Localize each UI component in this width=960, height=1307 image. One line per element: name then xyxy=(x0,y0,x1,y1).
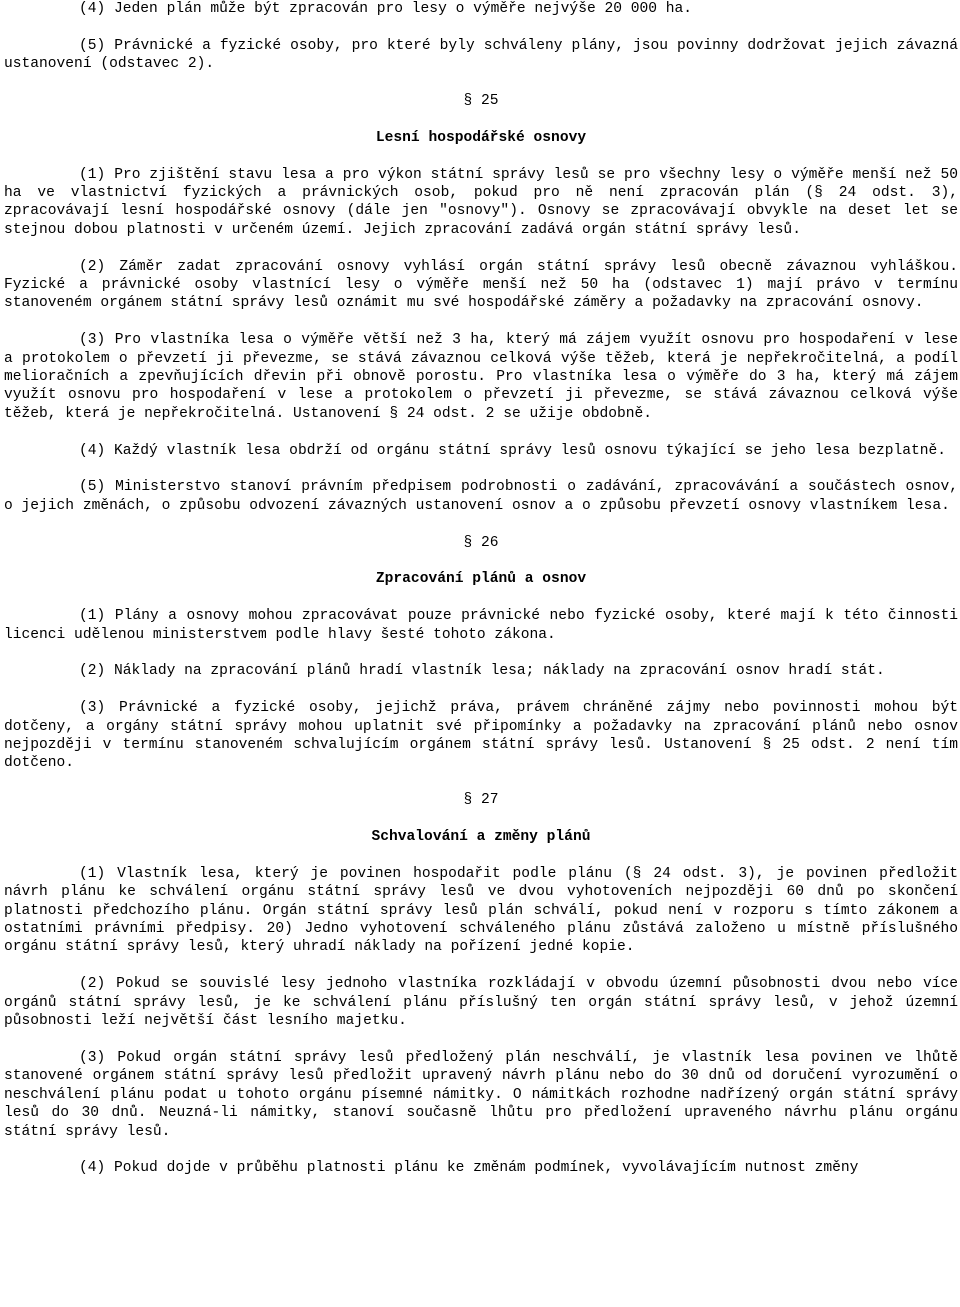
section-25-number: § 25 xyxy=(463,93,499,109)
section-27-title: Schvalování a změny plánů xyxy=(371,829,591,846)
section-26-number: § 26 xyxy=(463,534,499,551)
section-26-paragraph: (2) Náklady na zpracování plánů hradí vlastník lesa; náklady na zpracování osnov hradí stát. xyxy=(79,663,885,680)
section-27-paragraph: (2) Pokud se souvislé lesy jednoho vlastníka rozkládají v obvodu územní působnosti dvou nebo více orgánů státní správy lesů, je ke schválení plánu příslušný ten orgán státní správy lesů, v jehož územní působnosti leží největší část lesního majetku. xyxy=(4,976,958,1030)
section-26-paragraph: (3) Právnické a fyzické osoby, jejichž práva, právem chráněné zájmy nebo povinnosti mohou být dotčeny, a orgány státní správy mohou uplatnit své připomínky a požadavky na zpracování plánů nebo osnov nejpozději v termínu stanoveném schvalujícím orgánem státní správy lesů. Ustanovení § 25 odst. 2 není tím dotčeno. xyxy=(4,700,958,772)
section-25-paragraph: (3) Pro vlastníka lesa o výměře větší než 3 ha, který má zájem využít osnovu pro hospodaření v lese a protokolem o převzetí ji převezme, se stává závaznou celková výše těžeb, která je nepřekročitelná, a podíl melioračních a zpevňujících dřevin při obnově porostu. Pro vlastníka lesa o výměře do 3 ha, který má zájem využít osnovu pro hospodaření v lese a protokolem o převzetí ji převezme, se stává závaznou celková výše těžeb, která je nepřekročitelná. Ustanovení § 24 odst. 2 se užije obdobně. xyxy=(4,332,958,422)
section-27-paragraph: (3) Pokud orgán státní správy lesů předložený plán neschválí, je vlastník lesa povinen ve lhůtě stanovené orgánem státní správy lesů předložit upravený návrh plánu nebo do 30 dnů od doručení vyrozumění o neschválení plánu podat u tohoto orgánu písemné námitky. O námitkách rozhodne nadřízený orgán státní správy lesů do 30 dnů. Neuzná-li námitky, stanoví současně lhůtu pro předložení upraveného návrhu plánu orgánu státní správy lesů. xyxy=(4,1049,958,1140)
section-26-title: Zpracování plánů a osnov xyxy=(375,571,587,588)
section-27-number: § 27 xyxy=(463,792,499,809)
section-25-paragraph: (4) Každý vlastník lesa obdrží od orgánu státní správy lesů osnovu týkající se jeho lesa bezplatně. xyxy=(79,442,947,459)
section-26-paragraph: (1) Plány a osnovy mohou zpracovávat pouze právnické nebo fyzické osoby, které mají k této činnosti licenci udělenou ministerstvem podle hlavy šesté tohoto zákona. xyxy=(4,608,958,643)
section-25-paragraph: (2) Záměr zadat zpracování osnovy vyhlásí orgán státní správy lesů obecně závaznou vyhláškou. Fyzické a právnické osoby vlastnící lesy o výměře menší než 50 ha (odstavec 1) mají právo v termínu stanoveném orgánem státní správy lesů oznámit mu své hospodářské záměry a požadavky na zpracování osnovy. xyxy=(4,258,958,312)
intro-paragraph-5: (5) Právnické a fyzické osoby, pro které byly schváleny plány, jsou povinny dodržovat jejich závazná ustanovení (odstavec 2). xyxy=(4,37,958,73)
section-25-paragraph: (1) Pro zjištění stavu lesa a pro výkon státní správy lesů se pro všechny lesy o výměře menší než 50 ha ve vlastnictví fyzických a právnických osob, pokud pro ně není zpracován plán (§ 24 odst. 3), zpracovávají lesní hospodářské osnovy (dále jen "osnovy"). Osnovy se zpracovávají obvykle na deset let se stejnou dobou platnosti v určeném území. Jejich zpracování zadává orgán státní správy lesů. xyxy=(4,166,958,238)
section-25-title: Lesní hospodářské osnovy xyxy=(375,129,587,146)
section-27-paragraph: (1) Vlastník lesa, který je povinen hospodařit podle plánu (§ 24 odst. 3), je povinen předložit návrh plánu ke schválení orgánu státní správy lesů ve dvou vyhotoveních nejpozději 60 dnů po skončení platnosti předchozího plánu. Orgán státní správy lesů plán schválí, pokud není v rozporu s tímto zákonem a ostatními právními předpisy. 20) Jedno vyhotovení schváleného plánu zůstává založeno u místně příslušného orgánu státní správy lesů, který uhradí náklady na pořízení jedné kopie. xyxy=(4,865,958,956)
section-25-paragraph: (5) Ministerstvo stanoví právním předpisem podrobnosti o zadávání, zpracovávání a součástech osnov, o jejich změnách, o způsobu odvození závazných ustanovení osnov a o způsobu převzetí osnovy vlastníkem lesa. xyxy=(4,479,958,514)
section-27-paragraph: (4) Pokud dojde v průběhu platnosti plánu ke změnám podmínek, vyvolávajícím nutnost změny xyxy=(79,1160,859,1177)
intro-paragraph-4: (4) Jeden plán může být zpracován pro lesy o výměře nejvýše 20 000 ha. xyxy=(79,1,693,17)
document-page xyxy=(4,0,958,1196)
